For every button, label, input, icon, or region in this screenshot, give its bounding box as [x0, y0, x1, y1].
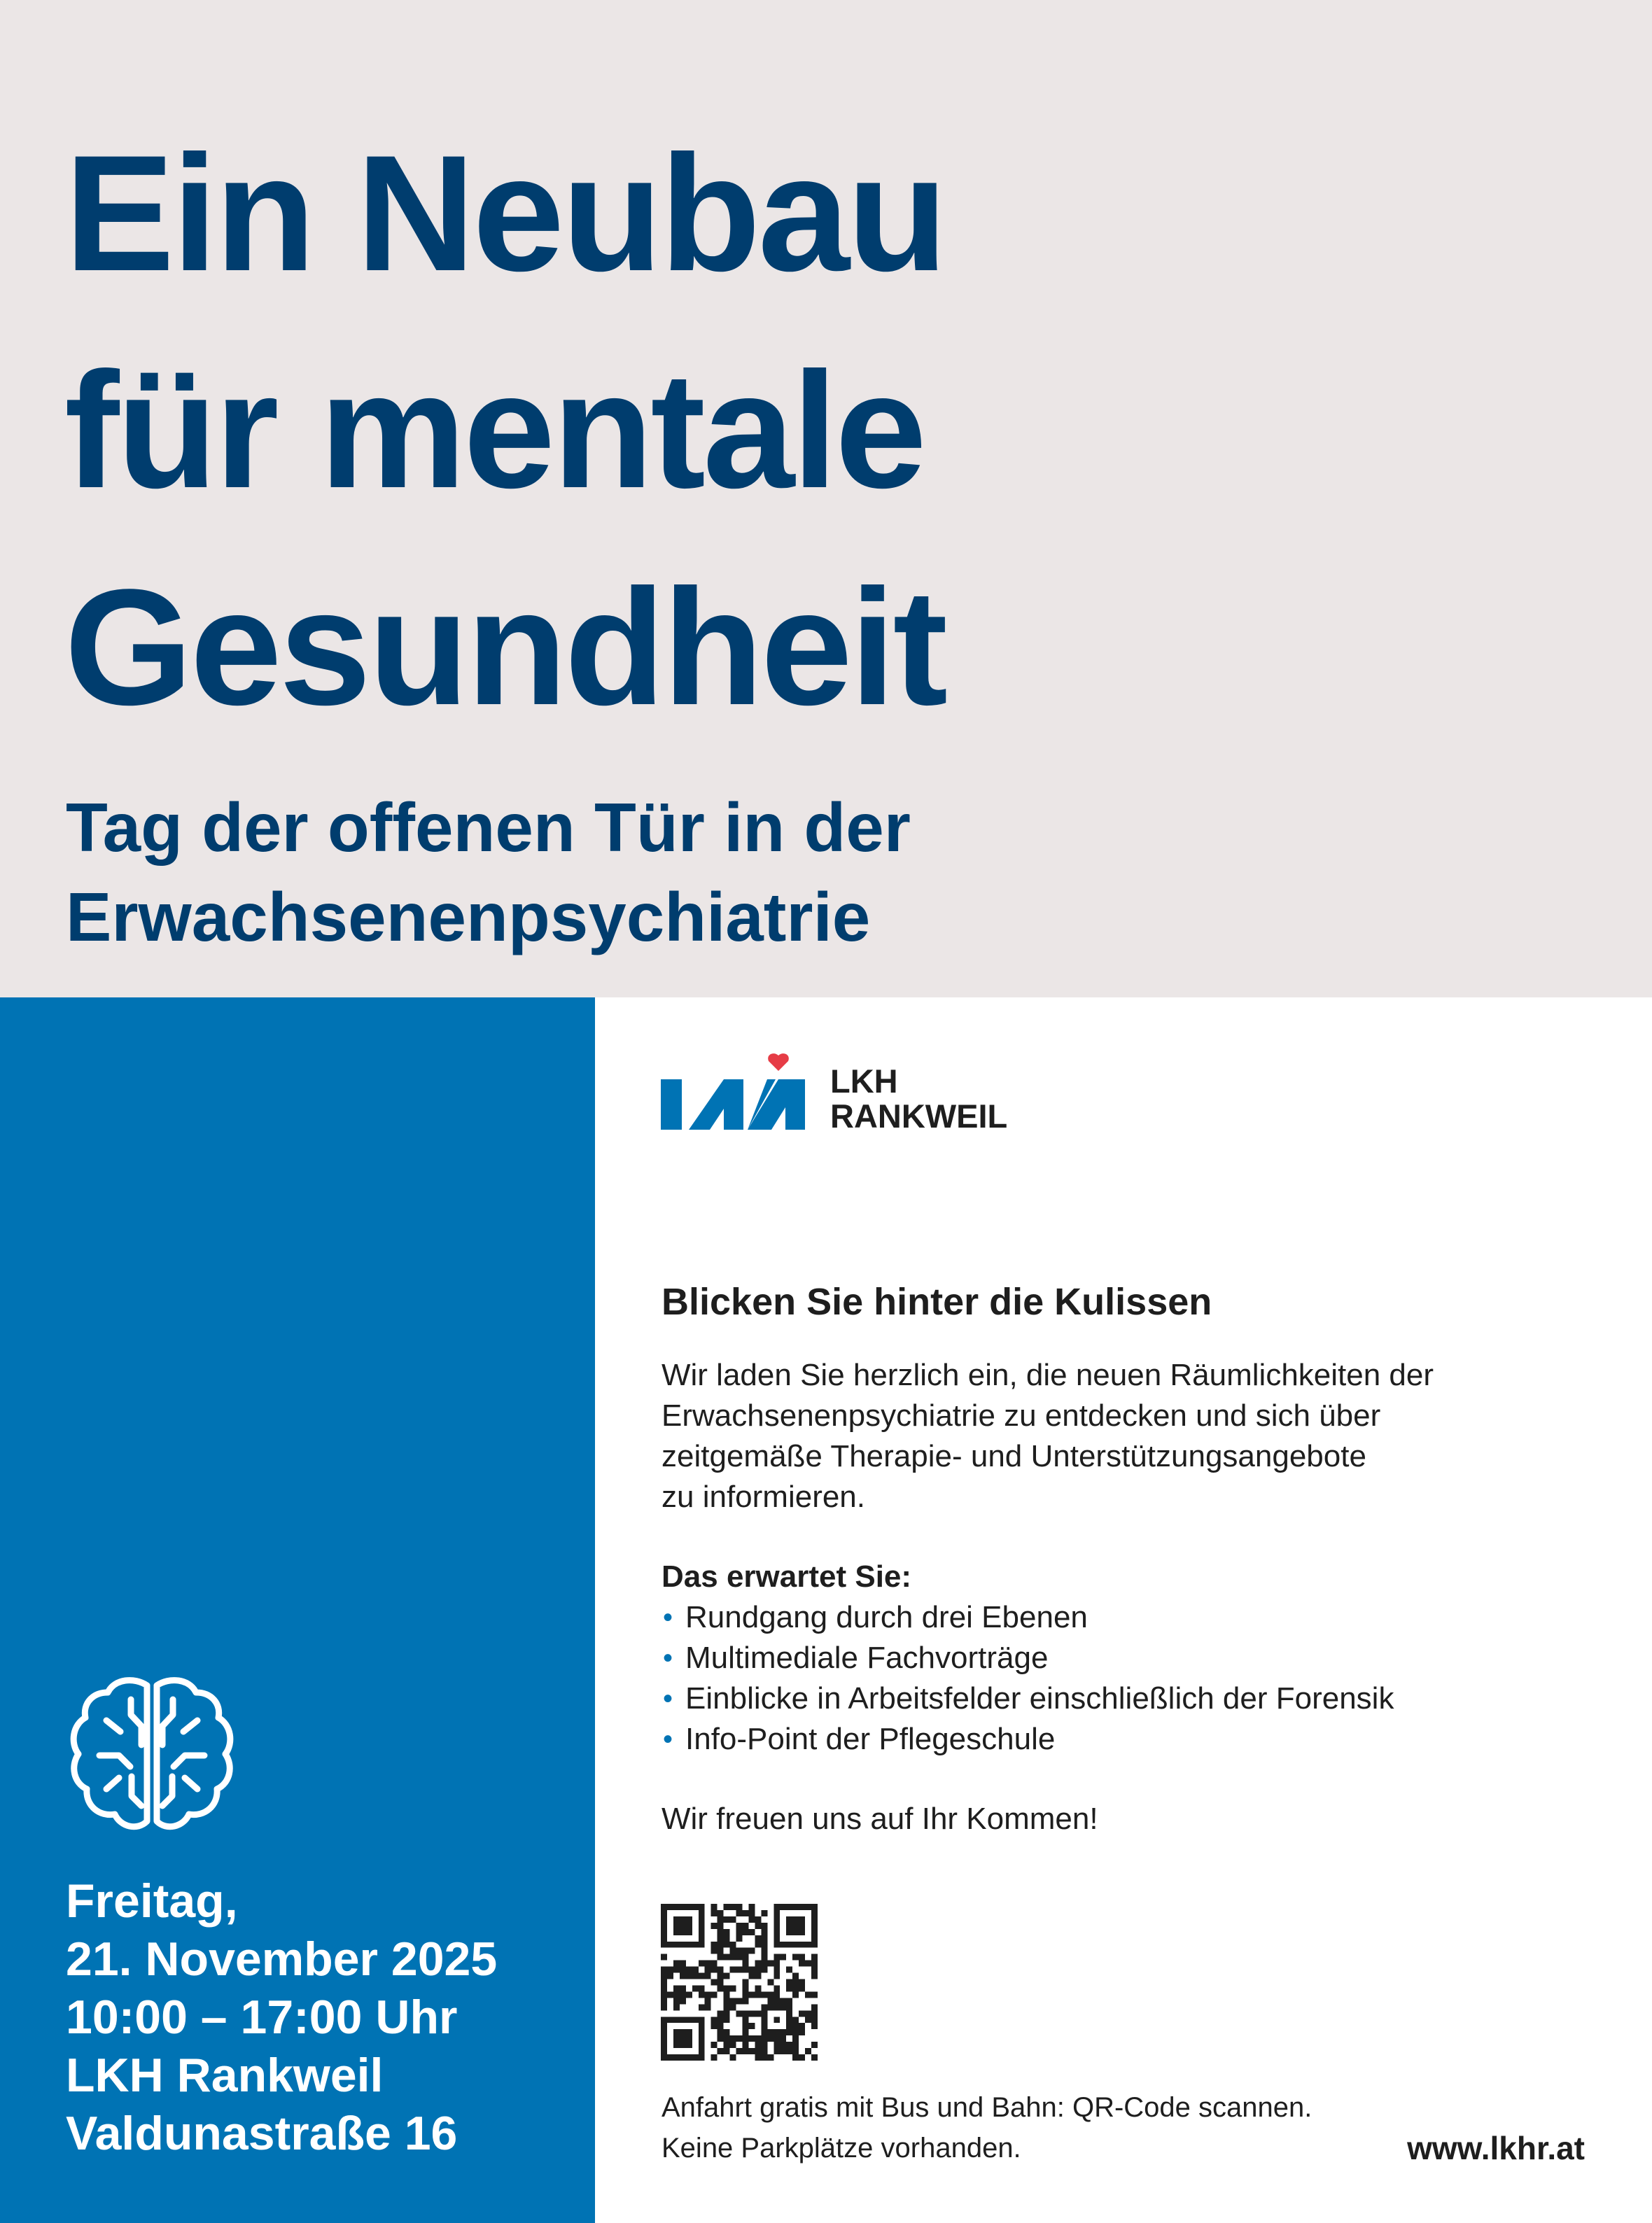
intro-line: zeitgemäße Therapie- und Unterstützungsangebote: [662, 1439, 1366, 1473]
expect-list: [662, 1597, 1592, 1760]
headline-line-3: Gesundheit: [64, 555, 946, 740]
event-time: 10:00 – 17:00 Uhr: [66, 1991, 458, 2044]
intro-paragraph: [662, 1355, 1592, 1517]
list-item-text: Info-Point der Pflegeschule: [685, 1722, 1056, 1756]
event-day: Freitag,: [66, 1874, 238, 1928]
intro-line: Erwachsenenpsychiatrie zu entdecken und sich über: [662, 1398, 1381, 1433]
bullet-icon: •: [663, 1602, 673, 1633]
list-item: [662, 1597, 1592, 1638]
content-heading: Blicken Sie hinter die Kulissen: [662, 1281, 1212, 1323]
expect-title: Das erwartet Sie:: [662, 1559, 912, 1594]
headline-line-1: Ein Neubau: [64, 121, 946, 306]
travel-note-line-1: Anfahrt gratis mit Bus und Bahn: QR-Code scannen.: [662, 2092, 1312, 2123]
bullet-icon: •: [663, 1643, 673, 1674]
intro-line: Wir laden Sie herzlich ein, die neuen Räumlichkeiten der: [662, 1358, 1434, 1392]
list-item-text: Multimediale Fachvorträge: [685, 1641, 1049, 1675]
logo-wordmark: [830, 1064, 1007, 1134]
list-item-text: Rundgang durch drei Ebenen: [685, 1600, 1088, 1634]
travel-note: [662, 2087, 1312, 2168]
subtitle: [66, 783, 911, 962]
travel-note-line-2: Keine Parkplätze vorhanden.: [662, 2133, 1021, 2164]
list-item: [662, 1719, 1592, 1760]
headline: [64, 105, 945, 756]
event-panel: [0, 997, 595, 2223]
list-item: [662, 1678, 1592, 1719]
event-date: 21. November 2025: [66, 1933, 498, 1986]
main-content: [662, 1274, 1592, 1839]
website-link[interactable]: www.lkhr.at: [1407, 2130, 1585, 2166]
event-address: Valdunastraße 16: [66, 2107, 458, 2160]
brain-icon: [64, 1671, 239, 1839]
event-venue: LKH Rankweil: [66, 2049, 384, 2102]
bullet-icon: •: [663, 1724, 673, 1755]
lkh-rankweil-logo: [661, 1051, 1025, 1135]
headline-line-2: für mentale: [64, 338, 925, 523]
subtitle-line-1: Tag der offenen Tür in der: [66, 789, 911, 866]
subtitle-line-2: Erwachsenenpsychiatrie: [66, 878, 871, 955]
bullet-icon: •: [663, 1683, 673, 1714]
list-item-text: Einblicke in Arbeitsfelder einschließlich der Forensik: [685, 1681, 1394, 1716]
header-panel: [0, 0, 1652, 997]
list-item: [662, 1638, 1592, 1678]
qr-code[interactable]: [661, 1904, 818, 2061]
logo-line-2: RANKWEIL: [830, 1098, 1008, 1135]
closing-text: Wir freuen uns auf Ihr Kommen!: [662, 1802, 1098, 1836]
event-details: [66, 1872, 497, 2163]
logo-line-1: LKH: [830, 1063, 898, 1100]
lkh-logo-icon: [661, 1051, 822, 1135]
intro-line: zu informieren.: [662, 1480, 866, 1514]
